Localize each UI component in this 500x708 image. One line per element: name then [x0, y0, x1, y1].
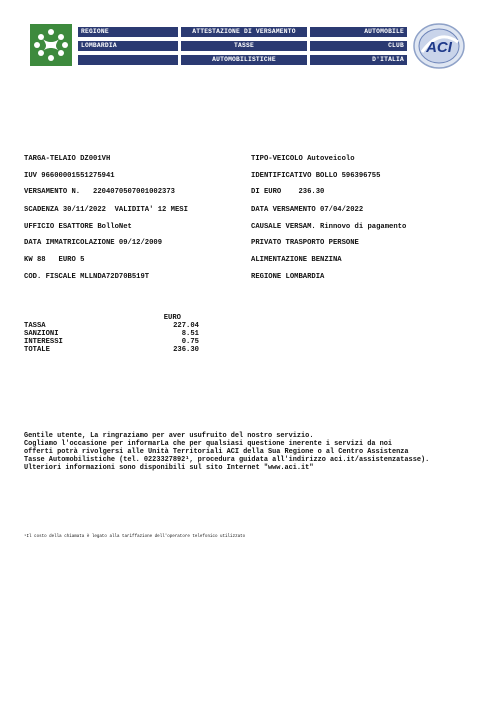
field-regione: REGIONE LOMBARDIA	[251, 273, 325, 281]
totals-row	[24, 330, 199, 338]
svg-text:ACI: ACI	[426, 39, 452, 56]
header-tasse: TASSE	[181, 41, 307, 51]
field-alimentazione: ALIMENTAZIONE BENZINA	[251, 256, 342, 264]
message-line: offerti potrà rivolgersi alle Unità Territoriali ACI della Sua Regione o al Centro Assistenza	[24, 448, 409, 457]
header-regione: REGIONE	[78, 27, 178, 37]
field-ufficio: UFFICIO ESATTORE BolloNet	[24, 223, 132, 231]
totals-value: 8.51	[181, 330, 199, 338]
totals-label: SANZIONI	[24, 330, 59, 338]
header-automobile: AUTOMOBILE	[310, 27, 407, 37]
header-lombardia: LOMBARDIA	[78, 41, 178, 51]
totals-value: 236.30	[173, 346, 199, 354]
totals-label: INTERESSI	[24, 338, 63, 346]
field-iuv: IUV 96600001551275941	[24, 172, 115, 180]
currency-label: EURO	[163, 314, 181, 322]
field-identificativo: IDENTIFICATIVO BOLLO 596396755	[251, 172, 381, 180]
field-data-versamento: DATA VERSAMENTO 07/04/2022	[251, 206, 364, 214]
field-di-euro: DI EURO 236.30	[251, 188, 325, 196]
header-attestazione: ATTESTAZIONE DI VERSAMENTO	[181, 27, 307, 37]
totals-value: 227.04	[173, 322, 199, 330]
totals-row	[24, 322, 199, 330]
totals-header-row	[24, 314, 199, 322]
footnote: ¹Il costo della chiamata è legato alla tariffazione dell'operatore telefonico utilizzato	[24, 535, 246, 539]
totals-label: TOTALE	[24, 346, 50, 354]
field-cod-fiscale: COD. FISCALE MLLNDA72D70B519T	[24, 273, 150, 281]
aci-logo	[412, 22, 466, 70]
field-trasporto: PRIVATO TRASPORTO PERSONE	[251, 239, 359, 247]
field-tipo-veicolo: TIPO-VEICOLO Autoveicolo	[251, 155, 355, 163]
header-blank	[78, 55, 178, 65]
field-kw: KW 88 EURO 5	[24, 256, 85, 264]
totals-label: TASSA	[24, 322, 46, 330]
header-automobilistiche: AUTOMOBILISTICHE	[181, 55, 307, 65]
totals-row	[24, 338, 199, 346]
field-scadenza: SCADENZA 30/11/2022 VALIDITA' 12 MESI	[24, 206, 188, 214]
regione-lombardia-logo	[30, 24, 72, 66]
header-ditalia: D'ITALIA	[310, 55, 407, 65]
message-line: Cogliamo l'occasione per informarLa che per qualsiasi questione inerente i servizi da noi	[24, 440, 393, 449]
field-causale: CAUSALE VERSAM. Rinnovo di pagamento	[251, 223, 407, 231]
totals-value: 0.75	[181, 338, 199, 346]
totals-table	[24, 314, 199, 354]
totals-row	[24, 346, 199, 354]
field-targa: TARGA-TELAIO DZ001VH	[24, 155, 111, 163]
header-club: CLUB	[310, 41, 407, 51]
message-line: Ulteriori informazioni sono disponibili sul sito Internet "www.aci.it"	[24, 464, 314, 473]
message-line: Gentile utente, La ringraziamo per aver usufruito del nostro servizio.	[24, 432, 314, 440]
info-message	[24, 432, 484, 472]
field-versamento: VERSAMENTO N. 220407050700100​2373	[24, 188, 175, 196]
field-immatricolazione: DATA IMMATRICOLAZIONE 09/12/2009	[24, 239, 163, 247]
message-line: Tasse Automobilistiche (tel. 0223327892¹, procedura guidata all'indirizzo aci.it/assistenzatasse).	[24, 456, 430, 465]
